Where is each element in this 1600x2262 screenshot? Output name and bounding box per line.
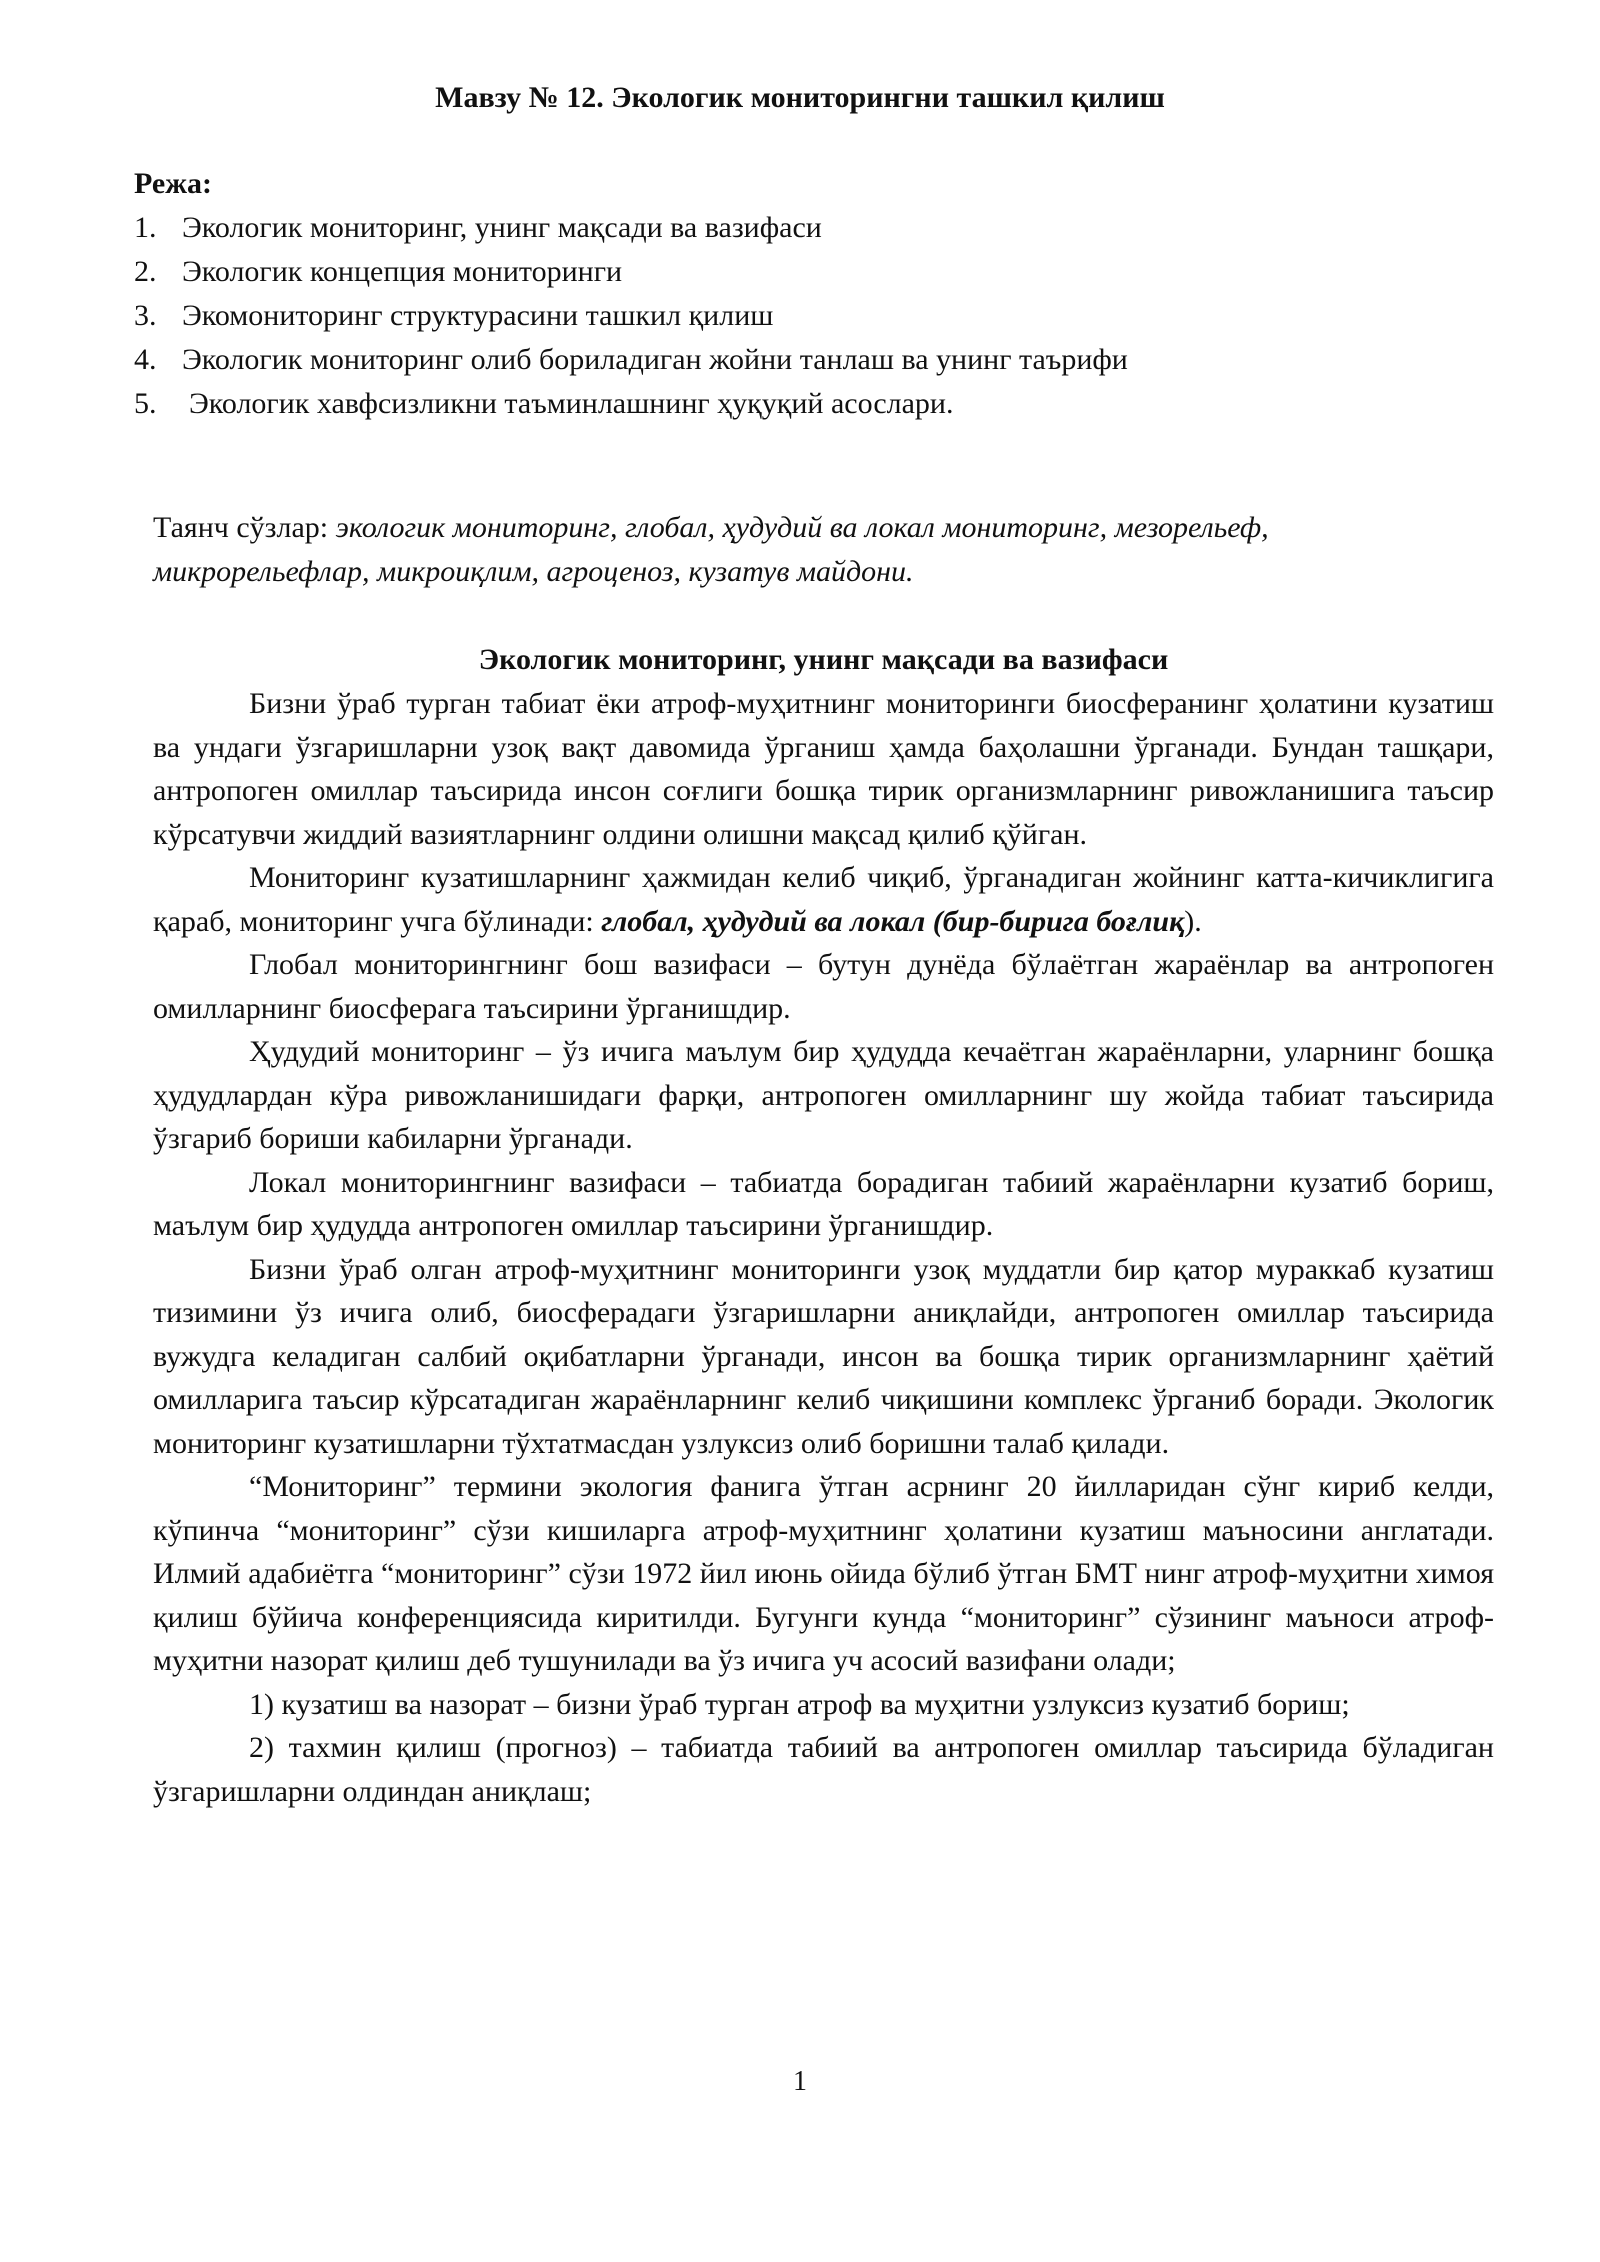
plan-item [134,338,1514,382]
keywords-paragraph [153,506,1488,594]
plan-label: Режа: [134,167,212,200]
paragraph-8: 1) кузатиш ва назорат – бизни ўраб турган атроф ва муҳитни узлуксиз кузатиб бориш; [249,1687,1350,1721]
paragraph-3: Глобал мониторингнинг бош вазифаси – бутун дунёда бўлаётган жараёнлар ва антропоген омилларнинг биосферага таъсирини ўрганишдир. [153,948,1494,1025]
plan-item-text: Экологик концепция мониторинги [182,255,623,288]
plan-item [134,382,1514,426]
paragraph-2-emphasis: глобал, ҳудудий ва локал (бир-бирига боғлиқ [601,904,1185,938]
paragraph-2-text: Мониторинг кузатишларнинг ҳажмидан келиб чиқиб, ўрганадиган жойнинг катта-кичиклигига қараб, мониторинг учга бўлинади: [153,861,1494,938]
plan-item-number: 5. [134,387,157,420]
plan-item-text: Экологик мониторинг олиб бориладиган жойни танлаш ва унинг таърифи [182,343,1128,376]
paragraph-9: 2) тахмин қилиш (прогноз) – табиатда табиий ва антропоген омиллар таъсирида бўладиган ўзгаришларни олдиндан аниқлаш; [153,1731,1494,1808]
plan-item [134,250,1514,294]
plan-list [134,206,1514,426]
paragraph-5: Локал мониторингнинг вазифаси – табиатда борадиган табиий жараёнларни кузатиб бориш, маълум бир ҳудудда антропоген омиллар таъсирини ўрганишдир. [153,1165,1494,1242]
keywords-text: экологик мониторинг, глобал, ҳудудий ва локал мониторинг, мезорельеф, микрорельефлар, микроиқлим, агроценоз, кузатув майдони. [153,511,1269,588]
plan-item-text: Экологик мониторинг, унинг мақсади ва вазифаси [182,211,822,244]
paragraph-6: Бизни ўраб олган атроф-муҳитнинг мониторинги узоқ муддатли бир қатор мураккаб кузатиш тизимини ўз ичига олиб, биосферадаги ўзгаришларни аниқлайди, антропоген омиллар таъсирида вужудга келадиган салбий оқибатларни ўрганади, инсон ва бошқа тирик организмларнинг ҳаётий омилларига таъсир кўрсатадиган жараёнларнинг келиб чиқишини комплекс ўрганиб боради. Экологик мониторинг кузатишларни тўхтатмасдан узлуксиз олиб боришни талаб қилади. [153,1252,1494,1460]
section-title: Экологик мониторинг, унинг мақсади ва вазифаси [478,643,1169,676]
paragraph-2 [153,856,1494,943]
paragraph-2-end: ). [1184,904,1202,938]
plan-item-number: 3. [134,299,157,332]
body-text [153,682,1494,1813]
plan-item-number: 1. [134,211,157,244]
plan-item-text: Экологик хавфсизликни таъминлашнинг ҳуқуқий асослари. [189,387,954,420]
paragraph-4: Ҳудудий мониторинг – ўз ичига маълум бир ҳудудда кечаётган жараёнларни, уларнинг бошқа ҳудудлардан кўра ривожланишидаги фарқи, антропоген омилларнинг шу жойда табиат таъсирида ўзгариб бориши кабиларни ўрганади. [153,1035,1494,1155]
plan-item [134,294,1514,338]
paragraph-7: “Мониторинг” термини экология фанига ўтган асрнинг 20 йилларидан сўнг кириб келди, кўпинча “мониторинг” сўзи кишиларга атроф-муҳитнинг ҳолатини кузатиш маъносини англатади. Илмий адабиётга “мониторинг” сўзи 1972 йил июнь ойида бўлиб ўтган БМТ нинг атроф-муҳитни химоя қилиш бўйича конференциясида киритилди. Бугунги кунда “мониторинг” сўзининг маъноси атроф-муҳитни назорат қилиш деб тушунилади ва ўз ичига уч асосий вазифани олади; [153,1470,1494,1677]
page-number: 1 [793,2066,807,2097]
plan-item [134,206,1514,250]
paragraph-1: Бизни ўраб турган табиат ёки атроф-муҳитнинг мониторинги биосферанинг ҳолатини кузатиш ва ундаги ўзгаришларни узоқ вақт давомида ўрганиш ҳамда баҳолашни ўрганади. Бундан ташқари, антропоген омиллар таъсирида инсон соғлиги бошқа тирик организмларнинг ривожланишига таъсир кўрсатувчи жиддий вазиятларнинг олдини олишни мақсад қилиб қўйган. [153,687,1494,851]
plan-item-text: Экомониторинг структурасини ташкил қилиш [182,299,774,332]
keywords-label: Таянч сўзлар: [153,511,336,544]
document-title: Мавзу № 12. Экологик мониторингни ташкил қилиш [435,81,1165,114]
plan-item-number: 2. [134,255,157,288]
plan-item-number: 4. [134,343,157,376]
